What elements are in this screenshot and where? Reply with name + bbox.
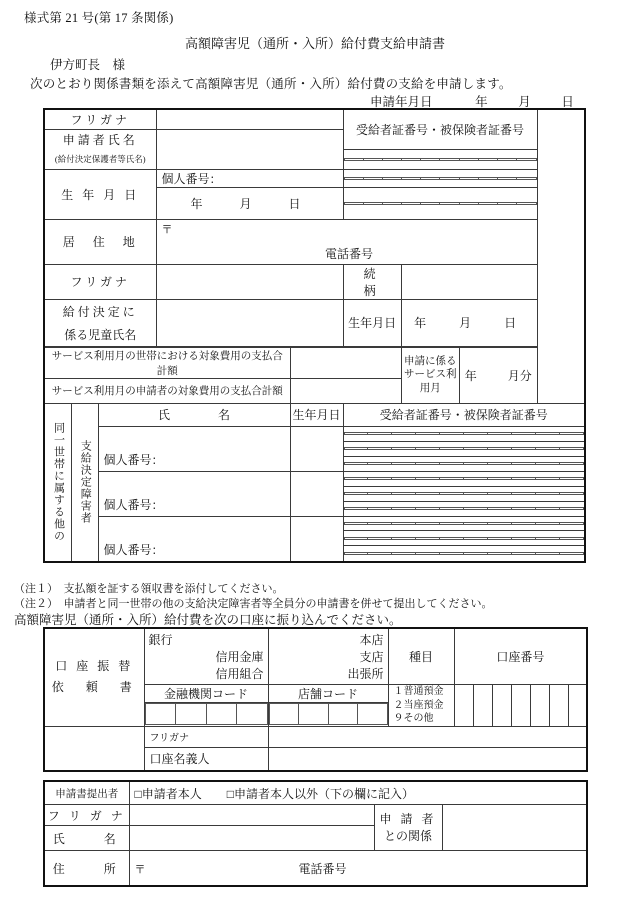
household-member-3-name-field[interactable] [98,516,290,562]
household-member-1-cert-grid-3[interactable] [343,456,585,471]
institution-code-cell[interactable] [176,704,207,725]
cert-cell[interactable] [344,478,368,480]
bank-section-label [44,628,144,726]
cert-cell[interactable] [488,493,512,495]
submitter-furigana-field[interactable] [129,805,374,826]
child-birth-field[interactable] [401,299,537,346]
submitter-furigana-label: フ リ ガ ナ [44,805,129,826]
cert-grid[interactable] [344,522,584,525]
branch-code-cell[interactable] [269,704,299,725]
cert-cell[interactable] [344,433,368,435]
cert-cell[interactable] [464,478,488,480]
applicant-birth-field[interactable] [156,187,343,219]
cert-cell[interactable] [459,158,478,160]
account-number-cell-6[interactable] [549,685,568,727]
branch-kind-1: 本店 [359,633,384,647]
household-member-3-cert-grid-1[interactable] [343,516,585,531]
applicant-name-field[interactable] [156,130,343,170]
cert-cell[interactable] [478,158,497,160]
cert-cell[interactable] [440,177,459,179]
cert-cell[interactable] [464,552,488,554]
cert-cell[interactable] [416,522,440,524]
cert-cell[interactable] [488,478,512,480]
account-holder-field[interactable] [268,747,587,771]
residence-field[interactable] [156,219,537,264]
household-member-3-cert-grid-3[interactable] [343,546,585,562]
submitter-relation-field[interactable] [442,805,587,851]
cert-cell[interactable] [512,493,536,495]
cert-grid[interactable] [344,158,537,161]
cert-cell[interactable] [392,448,416,450]
cert-cell[interactable] [517,177,536,179]
submitter-address-label: 住 所 [44,851,129,887]
account-type-option-3[interactable]: ９その他 [393,713,434,724]
cert-grid[interactable] [344,177,537,180]
cert-cell[interactable] [488,433,512,435]
institution-code-cell[interactable] [237,704,268,725]
applicant-cert-number-header: 受給者証番号・被保険者証番号 [343,109,537,149]
branch-kind-2: 支店 [359,650,384,664]
cert-cell[interactable] [512,552,536,554]
branch-code-cells[interactable] [269,703,388,725]
cert-cell[interactable] [416,433,440,435]
household-member-2-name-field[interactable] [98,471,290,516]
cert-grid[interactable] [344,552,584,555]
applicant-birth-year: 年 [190,196,211,211]
cert-cell[interactable] [440,202,459,204]
cert-cell[interactable] [392,463,416,465]
submitter-checkbox-other[interactable]: □申請者本人以外（下の欄に記入） [226,786,414,801]
cert-cell[interactable] [440,448,464,450]
residence-phone-label: 電話番号 [325,247,374,261]
applicant-furigana-field[interactable] [156,109,343,130]
note-1: （注１） 支払額を証する領収書を添付してください。 [14,583,284,595]
cert-cell[interactable] [344,537,368,539]
cert-cell[interactable] [344,493,368,495]
cert-cell[interactable] [459,177,478,179]
institution-code-grid[interactable] [144,703,268,726]
cert-cell[interactable] [517,158,536,160]
cert-cell[interactable] [416,552,440,554]
household-vertical-text-right: 支給決定障害者 [79,440,92,524]
cert-cell[interactable] [488,537,512,539]
addressee: 伊方町長 様 [50,58,126,72]
application-date-day: 日 [561,95,574,109]
cert-cell[interactable] [402,177,421,179]
branch-name-field[interactable] [268,628,388,685]
residence-row [44,219,585,264]
cert-cell[interactable] [512,508,536,510]
cert-cell[interactable] [488,552,512,554]
child-birth-label: 生年月日 [343,299,401,346]
application-date-label: 申請年月日 [370,95,433,109]
cert-grid[interactable] [344,537,584,540]
bank-kind-row [44,628,587,685]
note-2: （注２） 申請者と同一世帯の他の支給決定障害者等全員分の申請書を併せて提出してください。 [14,598,493,610]
cert-cell[interactable] [363,158,382,160]
cert-cell[interactable] [402,158,421,160]
cert-cell[interactable] [440,433,464,435]
household-member-3-gridrow-1 [44,516,585,531]
cert-cell[interactable] [344,508,368,510]
service-month-field[interactable] [459,347,537,403]
cert-cell[interactable] [421,202,440,204]
submitter-label: 申請書提出者 [44,781,129,805]
account-type-option-2[interactable]: ２当座預金 [393,699,444,711]
household-member-1-cert-grid-2[interactable] [343,441,585,456]
child-name-field[interactable] [156,299,343,346]
cert-cell[interactable] [344,552,368,554]
cert-cell[interactable] [392,478,416,480]
residence-label: 居 住 地 [44,219,156,264]
cert-cell[interactable] [421,177,440,179]
cert-cell[interactable] [368,508,392,510]
cert-cell[interactable] [416,448,440,450]
branch-code-grid[interactable] [268,703,388,726]
submitter-relation-label-1: 申 請 者 [379,812,437,827]
cert-cell[interactable] [536,433,560,435]
cert-cell[interactable] [464,522,488,524]
cert-cell[interactable] [536,463,560,465]
branch-kind-3: 出張所 [347,667,384,681]
submitter-furigana-row [44,805,587,826]
institution-code-label: 金融機関コード [144,685,268,703]
cert-cell[interactable] [416,508,440,510]
household-member-2-gridrow-1 [44,471,585,486]
cert-grid[interactable] [344,477,584,480]
cert-cell[interactable] [559,463,583,465]
cert-cell[interactable] [478,177,497,179]
cert-cell[interactable] [392,552,416,554]
account-number-cell-2[interactable] [473,685,492,727]
cert-grid[interactable] [344,447,584,450]
submitter-address-row [44,851,587,887]
cert-grid[interactable] [344,507,584,510]
branch-code-label: 店舗コード [268,685,388,703]
cert-cell[interactable] [392,433,416,435]
bank-section-label-line2: 依 頼 書 [51,680,137,695]
cert-cell[interactable] [368,463,392,465]
cert-cell[interactable] [416,493,440,495]
cert-cell[interactable] [440,552,464,554]
cert-cell[interactable] [440,522,464,524]
child-birth-year: 年 [414,316,435,330]
cert-cell[interactable] [344,448,368,450]
household-col-name: 氏 名 [98,403,290,426]
cert-cell[interactable] [440,463,464,465]
account-number-cell-7[interactable] [568,685,587,727]
cert-grid[interactable] [344,492,584,495]
account-number-cell-1[interactable] [454,685,473,727]
application-date-year: 年 [475,95,488,109]
cert-cell[interactable] [440,478,464,480]
expense-applicant-label: サービス利用月の申請者の対象費用の支払合計額 [44,378,290,403]
household-member-1-gridrow-1 [44,426,585,441]
main-application-table [43,108,586,563]
cert-cell[interactable] [512,433,536,435]
submitter-table [43,780,588,887]
cert-cell[interactable] [344,177,363,179]
cert-cell[interactable] [512,478,536,480]
cert-cell[interactable] [392,493,416,495]
household-member-3-cert-grid-2[interactable] [343,531,585,546]
submitter-relation-label-2: との関係 [383,828,432,843]
household-member-1-mynumber-label: 個人番号： [103,452,164,467]
cert-cell[interactable] [498,158,517,160]
cert-cell[interactable] [559,522,583,524]
cert-cell[interactable] [344,202,363,204]
household-vertical-text-left: 同一世帯に属する他の [52,422,65,542]
child-birth-month: 月 [459,316,480,330]
cert-cell[interactable] [559,508,583,510]
cert-cell[interactable] [498,177,517,179]
cert-cell[interactable] [559,493,583,495]
cert-cell[interactable] [368,552,392,554]
child-name-label-2: 係る児童氏名 [44,323,156,347]
intro-text: 次のとおり関係書類を添えて高額障害児（通所・入所）給付費の支給を申請します。 [30,77,512,91]
applicant-mynumber-text-row [44,169,585,187]
expense-applicant-field[interactable] [290,378,401,403]
cert-cell[interactable] [517,202,536,204]
cert-cell[interactable] [416,463,440,465]
applicant-furigana-label: フリガナ [44,109,156,130]
applicant-name-sub-label: (給付決定保護者等氏名) [44,149,156,169]
child-furigana-field[interactable] [156,264,343,299]
cert-cell[interactable] [559,478,583,480]
account-type-option-1[interactable]: １普通預金 [393,686,444,697]
applicant-mynumber-label: 個人番号： [156,169,343,187]
cert-cell[interactable] [488,522,512,524]
cert-cell[interactable] [363,202,382,204]
cert-cell[interactable] [464,463,488,465]
cert-cell[interactable] [416,478,440,480]
cert-cell[interactable] [440,508,464,510]
household-vertical-label-right [71,403,98,562]
expense-household-row [44,347,585,378]
cert-cell[interactable] [512,522,536,524]
applicant-birth-label: 生 年 月 日 [44,169,156,219]
applicant-birth-month: 月 [239,196,260,211]
submitter-name-label: 氏 名 [44,826,129,851]
cert-cell[interactable] [402,202,421,204]
bank-furigana-label: フリガナ [144,726,268,747]
household-member-2-cert-grid-2[interactable] [343,486,585,501]
cert-cell[interactable] [536,493,560,495]
submitter-type-row [44,781,587,805]
household-member-1-cert-grid-1[interactable] [343,426,585,441]
cert-cell[interactable] [536,508,560,510]
applicant-birth-day: 日 [288,196,309,211]
applicant-name-label: 申請者氏名 [44,130,156,150]
bank-kind-3: 信用組合 [215,667,264,681]
institution-code-cells[interactable] [145,703,268,725]
cert-cell[interactable] [488,463,512,465]
cert-cell[interactable] [559,537,583,539]
service-month-label: 申請に係るサービス利用月 [401,347,459,403]
cert-cell[interactable] [440,537,464,539]
cert-cell[interactable] [363,177,382,179]
bank-transfer-table [43,627,588,772]
bank-kind-2: 信用金庫 [215,650,264,664]
cert-cell[interactable] [536,522,560,524]
child-relation-field[interactable] [401,264,537,299]
cert-grid[interactable] [344,432,584,435]
branch-code-cell[interactable] [358,704,388,725]
page-title: 高額障害児（通所・入所）給付費支給申請書 [184,36,445,51]
service-month-suffix: 月分 [507,368,532,383]
account-number-cell-5[interactable] [530,685,549,727]
cert-cell[interactable] [344,158,363,160]
child-name-label-1: 給付決定に [44,299,156,323]
cert-cell[interactable] [498,202,517,204]
account-number-cell-3[interactable] [492,685,511,727]
cert-cell[interactable] [368,478,392,480]
cert-cell[interactable] [392,522,416,524]
cert-cell[interactable] [464,537,488,539]
household-col-birth: 生年月日 [290,403,343,426]
cert-cell[interactable] [368,537,392,539]
household-col-cert: 受給者証番号・被保険者証番号 [343,403,585,426]
submitter-address-field[interactable] [129,851,587,887]
submitter-relation-label [374,805,442,851]
postal-mark: 〒 [161,224,173,236]
cert-cell[interactable] [392,537,416,539]
child-relation-label: 続 柄 [343,264,401,299]
cert-cell[interactable] [368,522,392,524]
household-member-2-mynumber-label: 個人番号： [103,497,164,512]
bank-kind-1: 銀行 [148,633,173,647]
bank-section-label-line1: 口 座 振 替 [55,659,134,674]
cert-cell[interactable] [382,202,401,204]
cert-cell[interactable] [382,158,401,160]
submitter-postal-mark: 〒 [134,863,146,876]
cert-cell[interactable] [488,508,512,510]
account-type-label: 種目 [388,628,454,685]
household-header-row [44,403,585,426]
cert-cell[interactable] [344,522,368,524]
cert-cell[interactable] [464,448,488,450]
account-type-options[interactable] [388,685,454,727]
cert-cell[interactable] [559,433,583,435]
submitter-name-field[interactable] [129,826,374,851]
household-vertical-label-left [44,403,71,562]
cert-cell[interactable] [464,433,488,435]
cert-cell[interactable] [440,493,464,495]
cert-cell[interactable] [368,448,392,450]
branch-code-cell[interactable] [328,704,358,725]
cert-grid[interactable] [344,462,584,465]
child-furigana-row [44,264,585,299]
cert-cell[interactable] [536,552,560,554]
cert-cell[interactable] [459,202,478,204]
cert-cell[interactable] [344,463,368,465]
household-member-2-cert-grid-3[interactable] [343,501,585,516]
account-number-label: 口座番号 [454,628,587,685]
household-member-2-birth-field[interactable] [290,471,343,516]
cert-cell[interactable] [536,448,560,450]
household-member-1-name-field[interactable] [98,426,290,471]
applicant-cert-grid-row-2[interactable] [343,169,537,187]
institution-code-cell[interactable] [206,704,237,725]
bank-furigana-row [44,726,587,747]
cert-cell[interactable] [421,158,440,160]
child-birth-day: 日 [504,316,525,330]
bank-instruction: 高額障害児（通所・入所）給付費を次の口座に振り込んでください。 [14,613,402,627]
form-number: 様式第 21 号(第 17 条関係) [24,11,174,25]
expense-household-label: サービス利用月の世帯における対象費用の支払合計額 [44,347,290,378]
household-member-3-birth-field[interactable] [290,516,343,562]
cert-cell[interactable] [559,552,583,554]
service-month-year: 年 [464,368,477,383]
cert-cell[interactable] [536,478,560,480]
bank-furigana-field[interactable] [268,726,587,747]
cert-cell[interactable] [512,463,536,465]
account-number-cell-4[interactable] [511,685,530,727]
cert-cell[interactable] [464,508,488,510]
cert-cell[interactable] [488,448,512,450]
expense-household-field[interactable] [290,347,401,378]
cert-cell[interactable] [368,493,392,495]
child-furigana-label: フリガナ [44,264,156,299]
cert-cell[interactable] [559,448,583,450]
account-holder-label: 口座名義人 [144,747,268,771]
cert-cell[interactable] [368,433,392,435]
cert-cell[interactable] [416,537,440,539]
institution-code-cell[interactable] [145,704,176,725]
submitter-checkbox-group[interactable] [129,781,587,805]
submitter-phone-label: 電話番号 [298,861,347,876]
cert-cell[interactable] [512,448,536,450]
household-member-2-cert-grid-1[interactable] [343,471,585,486]
child-name-row [44,299,585,323]
bank-name-field[interactable] [144,628,268,685]
applicant-cert-grid-row-3[interactable] [343,187,537,219]
household-member-3-mynumber-label: 個人番号： [103,542,164,557]
application-date-month: 月 [518,95,531,109]
household-member-1-birth-field[interactable] [290,426,343,471]
cert-cell[interactable] [382,177,401,179]
applicant-cert-grid-row-1[interactable] [343,149,537,169]
cert-grid[interactable] [344,202,537,205]
submitter-checkbox-self[interactable]: □申請者本人 [134,786,202,801]
cert-cell[interactable] [536,537,560,539]
cert-cell[interactable] [464,493,488,495]
cert-cell[interactable] [512,537,536,539]
branch-code-cell[interactable] [299,704,329,725]
applicant-furigana-row [44,109,585,130]
cert-cell[interactable] [440,158,459,160]
cert-cell[interactable] [392,508,416,510]
cert-cell[interactable] [478,202,497,204]
